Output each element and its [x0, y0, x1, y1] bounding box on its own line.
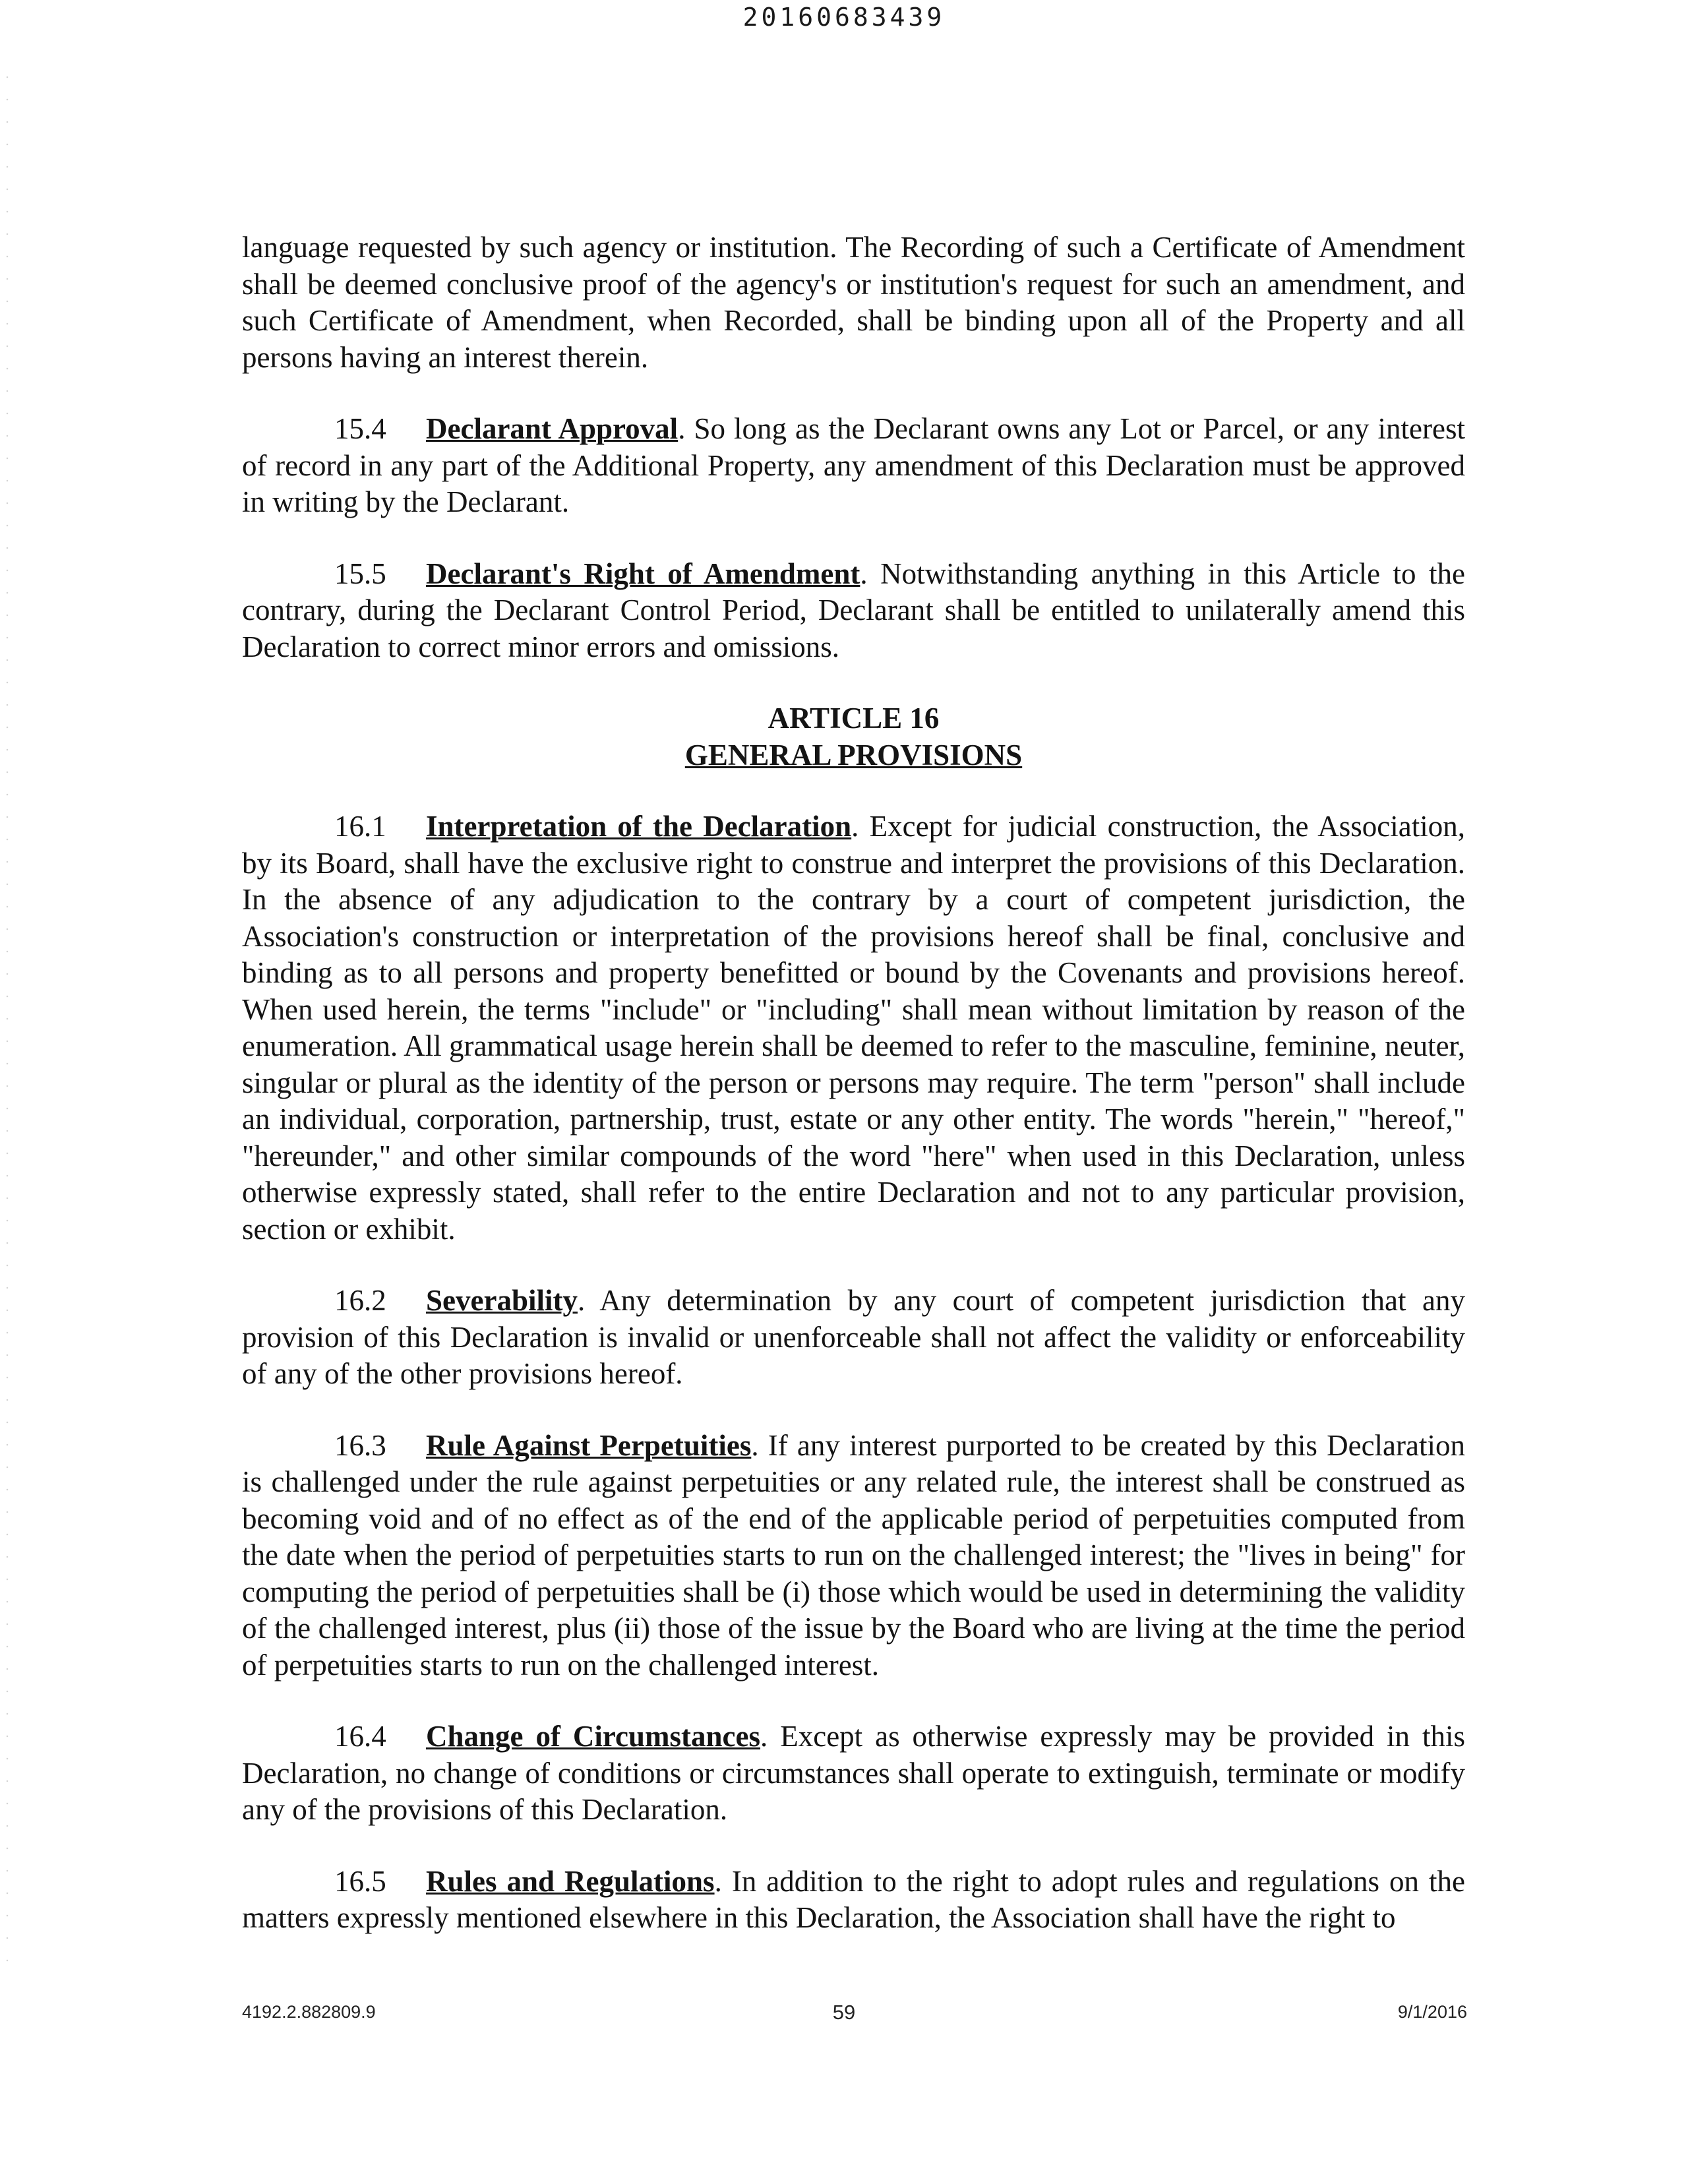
article-number: ARTICLE 16	[768, 702, 940, 735]
footer-page-number: 59	[832, 2001, 856, 2024]
section-title: Declarant Approval	[426, 412, 678, 445]
section-text: So long as the Declarant owns any Lot or Parcel, or any interest of record in any part of the Additional Property, any amendment of this Declaration must be approved in writing by the Declarant.	[242, 412, 1465, 518]
section-text: Any determination by any court of competent jurisdiction that any provision of this Declaration is invalid or unenforceable shall not affect the validity or enforceability of any of the other provisions hereof.	[242, 1284, 1465, 1390]
section-16-4: 16.4 Change of Circumstances. Except as otherwise expressly may be provided in this Declaration, no change of conditions or circumstances shall operate to extinguish, terminate or modify any of the provisions of this Declaration.	[242, 1720, 1466, 1826]
section-title: Declarant's Right of Amendment	[426, 557, 860, 590]
article-title: GENERAL PROVISIONS	[684, 738, 1023, 772]
section-title: Severability	[426, 1284, 578, 1317]
section-title: Rules and Regulations	[426, 1864, 715, 1898]
section-text: Notwithstanding anything in this Article to the contrary, during the Declarant Control Period, Declarant shall be entitled to unilaterally amend this Declaration to correct minor errors and omissions.	[242, 557, 1466, 663]
footer-doc-id: 4192.2.882809.9	[242, 2002, 376, 2022]
document-body	[242, 229, 1465, 1972]
continuation-paragraph: language requested by such agency or institution. The Recording of such a Certificate of Amendment shall be deemed conclusive proof of the agency's or institution's request for such an amendment, and such Certificate of Amendment, when Recorded, shall be binding upon all of the Property and all persons having an interest therein.	[242, 231, 1465, 374]
section-15-5: 15.5 Declarant's Right of Amendment. Notwithstanding anything in this Article to the contrary, during the Declarant Control Period, Declarant shall be entitled to unilaterally amend this Declaration to correct minor errors and omissions.	[242, 557, 1466, 663]
footer-date: 9/1/2016	[1397, 2002, 1467, 2022]
section-text: Except as otherwise expressly may be provided in this Declaration, no change of conditions or circumstances shall operate to extinguish, terminate or modify any of the provisions of this Declaration.	[242, 1720, 1466, 1826]
section-16-2: 16.2 Severability. Any determination by any court of competent jurisdiction that any provision of this Declaration is invalid or unenforceable shall not affect the validity or enforceability of any of the other provisions hereof.	[242, 1284, 1465, 1390]
section-text: In addition to the right to adopt rules and regulations on the matters expressly mentioned elsewhere in this Declaration, the Association shall have the right to	[242, 1864, 1466, 1934]
section-16-3: 16.3 Rule Against Perpetuities. If any interest purported to be created by this Declaration is challenged under the rule against perpetuities or any related rule, the interest shall be construed as becoming void and of no effect as of the end of the applicable period of perpetuities computed from the date when the period of perpetuities starts to run on the challenged interest; the "lives in being" for computing the period of perpetuities shall be (i) those which would be used in determining the validity of the challenged interest, plus (ii) those of the issue by the Board who are living at the time the period of perpetuities starts to run on the challenged interest.	[242, 1428, 1465, 1682]
section-number: 16.4	[334, 1720, 386, 1753]
article-heading	[242, 700, 1465, 774]
section-number: 15.5	[334, 557, 386, 590]
section-number: 16.3	[334, 1428, 386, 1462]
section-number: 16.1	[334, 810, 386, 843]
section-text: If any interest purported to be created by this Declaration is challenged under the rule against perpetuities or any related rule, the interest shall be construed as becoming void and of no effect as of the end of the applicable period of perpetuities computed from the date when the period of perpetuities starts to run on the challenged interest; the "lives in being" for computing the period of perpetuities shall be (i) those which would be used in determining the validity of the challenged interest, plus (ii) those of the issue by the Board who are living at the time the period of perpetuities starts to run on the challenged interest.	[242, 1428, 1465, 1682]
section-16-1: 16.1 Interpretation of the Declaration. Except for judicial construction, the Association, by its Board, shall have the exclusive right to construe and interpret the provisions of this Declaration. In the absence of any adjudication to the contrary by a court of competent jurisdiction, the Association's construction or interpretation of the provisions hereof shall be final, conclusive and binding as to all persons and property benefitted or bound by the Covenants and provisions hereof. When used herein, the terms "include" or "including" shall mean without limitation by reason of the enumeration. All grammatical usage herein shall be deemed to refer to the masculine, feminine, neuter, singular or plural as the identity of the person or persons may require. The term "person" shall include an individual, corporation, partnership, trust, estate or any other entity. The words "herein," "hereof," "hereunder," and other similar compounds of the word "here" when used in this Declaration, unless otherwise expressly stated, shall refer to the entire Declaration and not to any particular provision, section or exhibit.	[242, 810, 1465, 1246]
section-number: 16.5	[334, 1864, 386, 1898]
section-16-5: 16.5 Rules and Regulations. In addition to the right to adopt rules and regulations on the matters expressly mentioned elsewhere in this Declaration, the Association shall have the right to	[242, 1864, 1466, 1934]
section-title: Interpretation of the Declaration	[426, 810, 852, 843]
section-number: 15.4	[334, 412, 386, 445]
scan-margin-artifact	[4, 66, 11, 1978]
section-number: 16.2	[334, 1284, 386, 1317]
section-title: Rule Against Perpetuities	[426, 1428, 752, 1462]
section-15-4: 15.4 Declarant Approval. So long as the Declarant owns any Lot or Parcel, or any interest of record in any part of the Additional Property, any amendment of this Declaration must be approved in writing by the Declarant.	[242, 412, 1465, 518]
section-title: Change of Circumstances	[426, 1720, 761, 1753]
section-text: Except for judicial construction, the Association, by its Board, shall have the exclusive right to construe and interpret the provisions of this Declaration. In the absence of any adjudication to the contrary by a court of competent jurisdiction, the Association's construction or interpretation of the provisions hereof shall be final, conclusive and binding as to all persons and property benefitted or bound by the Covenants and provisions hereof. When used herein, the terms "include" or "including" shall mean without limitation by reason of the enumeration. All grammatical usage herein shall be deemed to refer to the masculine, feminine, neuter, singular or plural as the identity of the person or persons may require. The term "person" shall include an individual, corporation, partnership, trust, estate or any other entity. The words "herein," "hereof," "hereunder," and other similar compounds of the word "here" when used in this Declaration, unless otherwise expressly stated, shall refer to the entire Declaration and not to any particular provision, section or exhibit.	[242, 810, 1465, 1246]
recording-number: 20160683439	[742, 3, 946, 32]
